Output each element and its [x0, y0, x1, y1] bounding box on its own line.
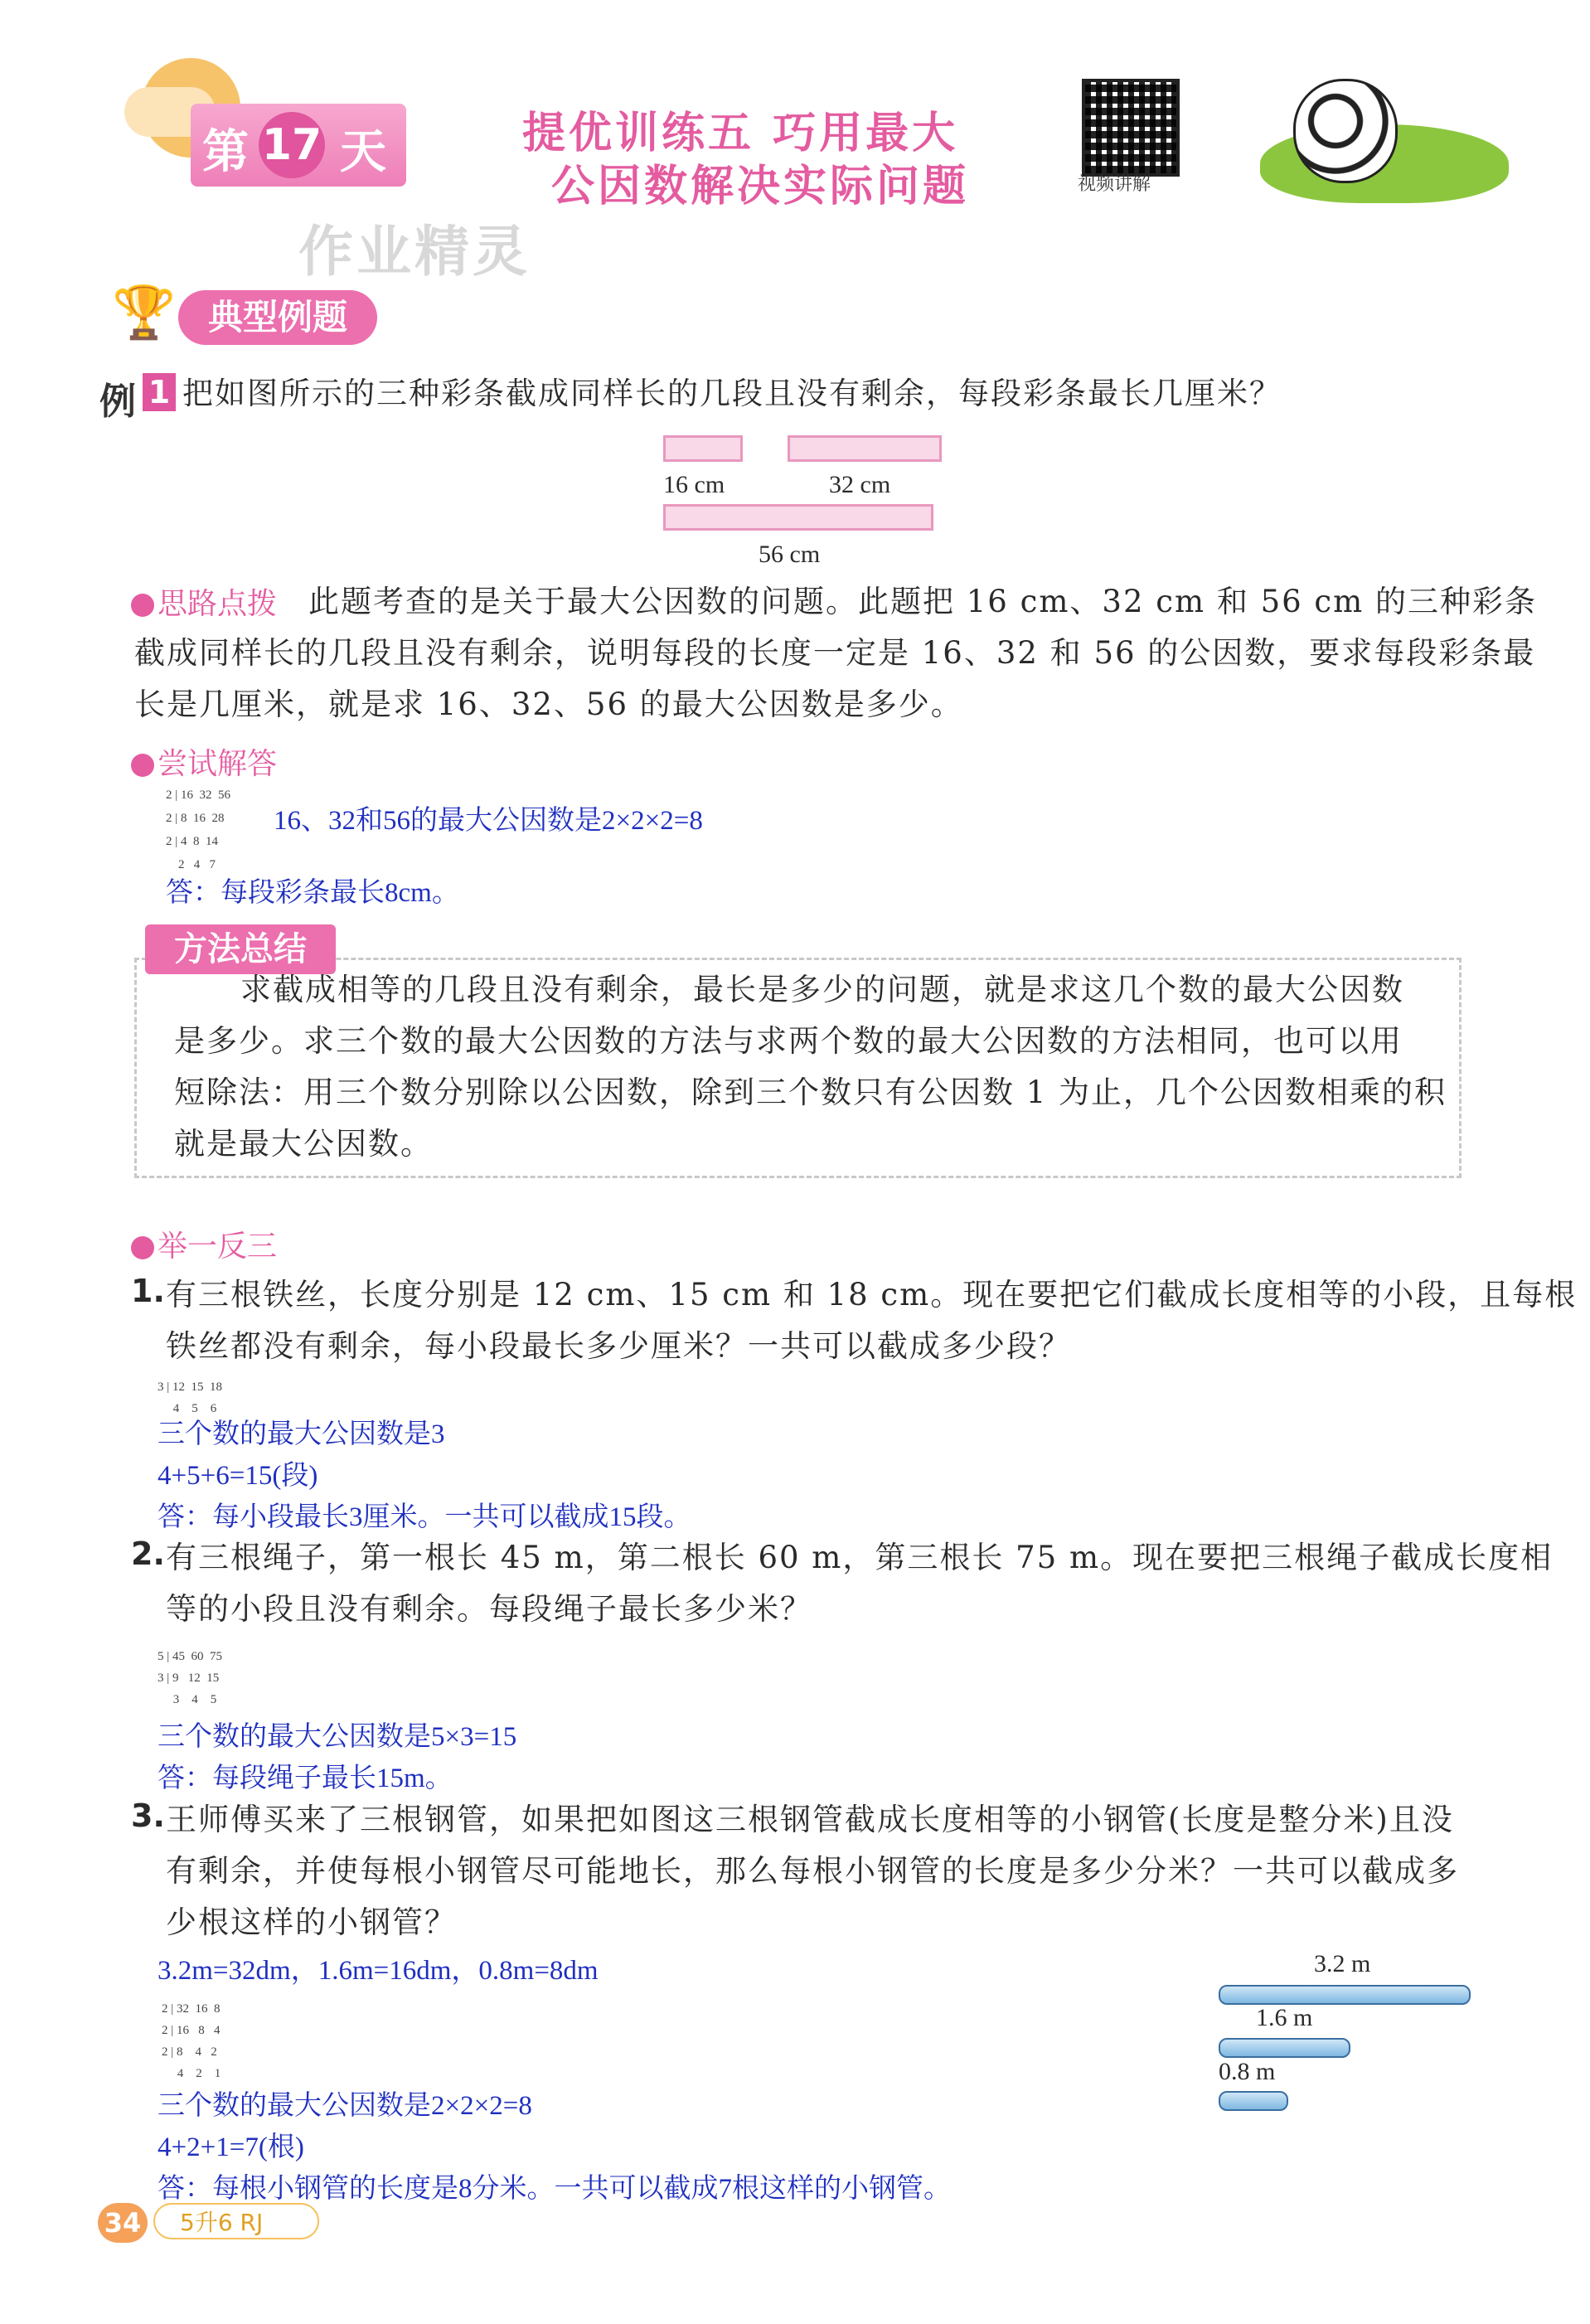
q3-line-2: 有剩余，并使每根小钢管尽可能地长，那么每根小钢管的长度是多少分米？一共可以截成多	[166, 1853, 1459, 1889]
q3-answer-2: 4+2+1=7(根)	[158, 2132, 304, 2162]
q2-line-1: 有三根绳子，第一根长 45 m，第二根长 60 m，第三根长 75 m。现在要把三根绳子截成长度相	[166, 1540, 1554, 1575]
division-row: 2 | 4 8 14	[166, 835, 219, 848]
hint-line-2: 截成同样长的几段且没有剩余，说明每段的长度一定是 16、32 和 56 的公因数，要求每段彩条最	[134, 635, 1536, 671]
watermark: 作业精灵	[298, 220, 531, 284]
division-row: 2 | 8 16 28	[166, 812, 225, 825]
division-row: 2 | 32 16 8	[162, 2002, 221, 2016]
play-icon	[131, 594, 154, 617]
q3-conversion: 3.2m=32dm，1.6m=16dm，0.8m=8dm	[158, 1956, 599, 1986]
q2-answer-2: 答：每段绳子最长15m。	[158, 1764, 453, 1793]
division-row: 2 | 16 8 4	[162, 2024, 221, 2037]
short-division-q3	[162, 1998, 221, 2084]
try-tag	[131, 740, 277, 783]
page-title-line2: 公因数解决实际问题	[551, 162, 970, 211]
division-row: 3 | 12 15 18	[158, 1380, 223, 1394]
page-title-line1: 提优训练五 巧用最大	[522, 109, 959, 158]
division-row: 3 4 5	[172, 1693, 217, 1706]
division-row: 4 2 1	[177, 2067, 221, 2080]
hint-tag	[131, 580, 277, 623]
q1-line-1: 有三根铁丝，长度分别是 12 cm、15 cm 和 18 cm。现在要把它们截成长度相等的小段，且每根	[166, 1277, 1578, 1312]
method-line-1: 求截成相等的几段且没有剩余，最长是多少的问题，就是求这几个数的最大公因数	[240, 972, 1404, 1007]
strip-32cm	[788, 435, 942, 462]
method-line-4: 就是最大公因数。	[174, 1126, 433, 1162]
q3-number: 3.	[131, 1798, 165, 1834]
hint-line-1: 此题考查的是关于最大公因数的问题。此题把 16 cm、32 cm 和 56 cm 的三种彩条	[308, 584, 1537, 619]
q3-answer-1: 三个数的最大公因数是2×2×2=8	[158, 2091, 532, 2121]
q1-number: 1.	[131, 1273, 165, 1309]
method-summary-tag: 方法总结	[145, 924, 336, 974]
division-row: 5 | 45 60 75	[158, 1650, 223, 1663]
hint-line-3: 长是几厘米，就是求 16、32、56 的最大公因数是多少。	[134, 687, 963, 722]
division-row: 3 | 9 12 15	[158, 1671, 220, 1685]
play-icon	[131, 754, 154, 777]
strip-label-56: 56 cm	[759, 541, 821, 568]
division-row: 2 4 7	[178, 858, 216, 871]
q3-answer-3: 答：每根小钢管的长度是8分米。一共可以截成7根这样的小钢管。	[158, 2174, 951, 2204]
example-number: 1	[143, 373, 176, 411]
hint-tag-label: 思路点拨	[158, 587, 278, 621]
day-badge	[191, 104, 406, 187]
pipe-3.2m	[1219, 1985, 1471, 2005]
pipe-0.8m	[1219, 2091, 1288, 2111]
try-tag-label: 尝试解答	[158, 747, 278, 781]
q2-answer-1: 三个数的最大公因数是5×3=15	[158, 1722, 517, 1752]
q2-number: 2.	[131, 1536, 165, 1572]
example-question: 把如图所示的三种彩条截成同样长的几段且没有剩余，每段彩条最长几厘米？	[182, 376, 1282, 411]
day-prefix: 第	[202, 125, 249, 179]
q3-line-3: 少根这样的小钢管？	[166, 1904, 457, 1940]
qr-code-icon[interactable]	[1082, 79, 1180, 177]
pipe-label-3.2m: 3.2 m	[1314, 1950, 1371, 1977]
practice-tag-label: 举一反三	[158, 1230, 278, 1264]
method-line-2: 是多少。求三个数的最大公因数的方法与求两个数的最大公因数的方法相同，也可以用	[174, 1023, 1403, 1059]
practice-tag	[131, 1223, 277, 1265]
example-label: 例	[99, 381, 136, 423]
day-suffix: 天	[340, 125, 386, 179]
strip-16cm	[663, 435, 743, 462]
strip-label-32: 32 cm	[829, 471, 891, 498]
play-icon	[131, 1236, 154, 1259]
method-line-3: 短除法：用三个数分别除以公因数，除到三个数只有公因数 1 为止，几个公因数相乘的积	[174, 1075, 1447, 1110]
q3-line-1: 王师傅买来了三根钢管，如果把如图这三根钢管截成长度相等的小钢管(长度是整分米)且没	[166, 1802, 1454, 1837]
division-row: 2 | 16 32 56	[166, 788, 231, 802]
page-number: 34	[98, 2203, 148, 2243]
short-division-ex1	[166, 784, 230, 876]
q1-line-2: 铁丝都没有剩余，每小段最长多少厘米？一共可以截成多少段？	[166, 1328, 1071, 1364]
day-number: 17	[259, 112, 325, 178]
q1-answer-2: 4+5+6=15(段)	[158, 1461, 318, 1491]
strip-56cm	[663, 504, 933, 531]
strip-label-16: 16 cm	[663, 471, 725, 498]
pipe-1.6m	[1219, 2038, 1350, 2058]
q1-answer-3: 答：每小段最长3厘米。一共可以截成15段。	[158, 1502, 691, 1532]
ex1-answer-line1: 16、32和56的最大公因数是2×2×2=8	[274, 806, 703, 836]
pipe-label-1.6m: 1.6 m	[1256, 2004, 1313, 2031]
section-tag-typical-examples: 典型例题	[178, 290, 377, 345]
grade-label: 5升6 RJ	[153, 2203, 319, 2239]
q2-line-2: 等的小段且没有剩余。每段绳子最长多少米？	[166, 1591, 812, 1627]
trophy-icon: 🏆	[112, 282, 177, 342]
q1-answer-1: 三个数的最大公因数是3	[158, 1419, 445, 1449]
soccer-ball-icon	[1293, 79, 1398, 183]
pipe-label-0.8m: 0.8 m	[1219, 2058, 1276, 2085]
qr-caption: 视频讲解	[1078, 174, 1151, 195]
short-division-q2	[158, 1646, 222, 1710]
ex1-answer-line2: 答：每段彩条最长8cm。	[166, 878, 459, 908]
division-row: 4 5 6	[172, 1402, 217, 1415]
division-row: 2 | 8 4 2	[162, 2045, 217, 2059]
